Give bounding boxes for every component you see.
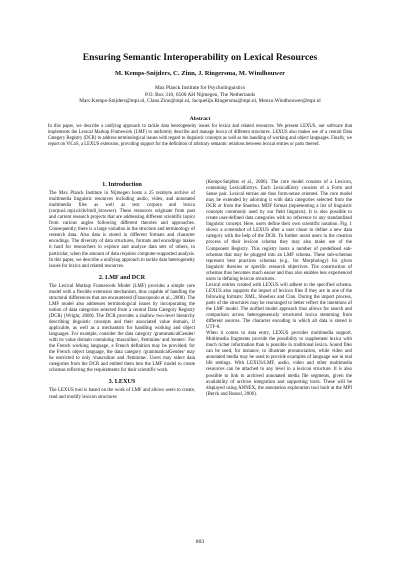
right-column <box>206 180 352 398</box>
paragraph: (Kemps-Snijders et al., 2006). The core model consists of a Lexicon, containing LexicalEntrys. Each LexicalEntry consists of a Form and Sense pair. Lexical entries are thus form-sense oriented. The core model may be extended by adorning it with data categories selected from the DCR or from the Shoebox MDF format (representing a list of linguistic concepts commonly used by our field linguists). It is also possible to create user-defined data categories with no reference to any standardized linguistic concept. Here, users define their own scientific notation. Fig. 1 shows a screenshot of LEXUS after a user chose to define a new data category with the help of the DCR. To further assist users in the creation process of their lexicon schema they may also make use of the Component Registry. This registry hosts a number of predefined sub-schemas that may be plugged into an LMF schema. These sub-schemas represent best practices schemas (e.g., for Morphology) for given linguistic theories or specific research objectives. The construction of schemas thus becomes much easier and thus also enables less experienced users in defining lexicon structures. <box>206 180 352 282</box>
affiliation-line: P.O. Box 310, 6500 AH Nijmegen, The Netherlands <box>144 91 256 98</box>
abstract-text: In this paper, we describe a unifying approach to tackle data heterogeneity issues for lexica and related resources. We present LEXUS, our software that implements the Lexical Markup Framework (LMF) to uniformly describe and manage lexica of different structures. LEXUS also makes use of a central Data Category Registry (DCR) to address terminological issues with regard to linguistic concepts as well as the handling of working and object languages. Finally, we report on ViCoS, a LEXUS extension, providing support for the definition of arbitrary semantic relations between lexical entries or parts thereof. <box>48 124 352 147</box>
section-heading: 3. LEXUS <box>108 378 136 386</box>
paragraph: When it comes to data entry, LEXUS provides multimedia support. Multimedia fragments provide the possibility to supplement lexica with much richer information than is possible in traditional lexica. Sound files can be used, for instance, to illustrate pronunciation, while video and annotated media may be used to provide examples of language use in real life settings. With LEXUS/LMF, audio, video and other multimedia resources can be attached to any level in a lexicon structure. It is also possible to link to archived annotated media file segments, given the availability of archive integration and supporting tools. These will be displayed using ANNEX, the annotation exploration tool built at the MPI (Berck and Russel, 2006). <box>206 331 352 397</box>
affiliation-line: Max Planck Institute for Psycholinguistics <box>154 85 246 91</box>
section-heading: 2. LMF and DCR <box>98 273 146 281</box>
section-heading: 1. Introduction <box>102 181 142 188</box>
left-column <box>49 180 195 401</box>
paper-title: Ensuring Semantic Interoperability on Lexical Resources <box>82 52 318 63</box>
affiliation-block <box>0 85 400 105</box>
abstract-heading: Abstract <box>189 116 211 122</box>
affiliation-emails: Marc.Kemps-Snijders@mpi.nl, Claus.Zinn@mpi.nl, Jacquelijn.Ringersma@mpi.nl, Menzo.Windhouwer@mpi.nl <box>79 98 321 105</box>
page-number: 803 <box>195 539 205 545</box>
paragraph: The Lexical Markup Framework Model (LMF) provides a simple core model with a flexible extension mechanism, thus capable of handling the structural differences that are encountered (Francopoulo et al., 2006). The LMF model also addresses terminological issues by incorporating the notion of data categories selected from a central Data Category Registry (DCR) (Wright, 2000). The DCR provides a shallow two-level hierarchy describing linguistic concepts and their associated value domain, if applicable, as well as a mechanism for handling working and object languages. For example, consider the data category /grammaticalGender/ with its value domain containing /masculine/, /feminine/ and /neuter/. For the French working language, a French definition may be provided; for the French object language, the data category /grammaticalGender/ may be restricted to only /masculine/ and /feminine/. Users may select data categories from the DCR and embed them into the LMF model to create schemas reflecting the requirements for their scientific work. <box>49 283 195 374</box>
paragraph: Lexical entries created with LEXUS will adhere to the specified schema. LEXUS also supports the import of lexicon files if they are in one of the following formats: XML, Shoebox and Clan. During the import process, parts of the structures may be rearranged to better reflect the intentions of the LMF model. The unified model approach thus allows for search and comparison across heterogeneously structured lexica stemming from different sources. The character encoding in which all data is stored is UTF-8. <box>206 282 352 331</box>
paragraph: The LEXUS tool is based on the work of LMF and allows users to create, read and modify lexicon structures <box>49 388 195 400</box>
author-list: M. Kemps-Snijders, C. Zinn, J. Ringersma, M. Windhouwer <box>114 70 286 77</box>
paragraph: The Max Planck Institute in Nijmegen hosts a 25 terabyte archive of multimedia linguistic resources including audio, video, and annotated multimedia files as well as text corpora and lexica (corpus1.mpi.nl/ds/imdi_browser). These resources originate from past and current research projects that are addressing different scientific topics from various angles following different theories and approaches. Consequently, there is a large variation in the structure and terminology of research data. Also data is stored in different formats and character encodings. The diversity of data structures, formats and encodings makes it hard for researchers to explore and analyze data sets of others, in particular, when the amount of data requires computer-supported analysis. In this paper, we describe a unifying approach to tackle data heterogeneity issues for lexica and related resources. <box>49 191 195 269</box>
